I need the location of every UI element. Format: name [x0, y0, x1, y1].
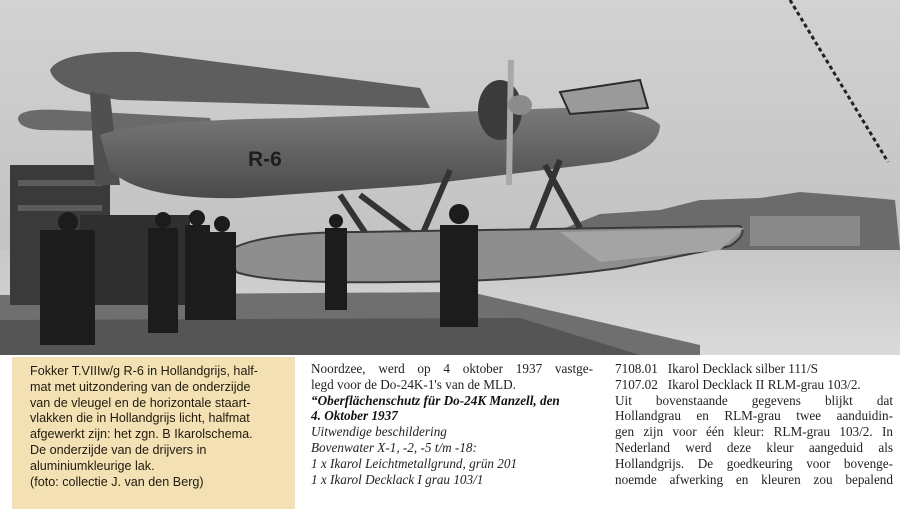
paint-code-line: 7107.02 Ikarol Decklack II RLM-grau 103/2.: [615, 376, 861, 392]
paint-code-line: 7108.01 Ikarol Decklack silber 111/S: [615, 361, 819, 376]
caption-line: van de vleugel en de horizontale staart-: [30, 395, 251, 410]
registration-marking: R-6: [248, 148, 282, 171]
caption-line: mat met uitzondering van de onderzijde: [30, 379, 251, 394]
caption-credit: (foto: collectie J. van den Berg): [30, 474, 204, 489]
caption-line: afgewerkt zijn: het zgn. B Ikarolschema.: [30, 427, 253, 442]
list-line: 1 x Ikarol Decklack I grau 103/1: [311, 471, 484, 487]
list-line: Bovenwater X-1, -2, -5 t/m -18:: [311, 439, 477, 455]
caption-line: De onderzijde van de drijvers in: [30, 442, 207, 457]
article-column-middle: [311, 361, 593, 487]
article-column-right: [615, 361, 893, 487]
section-heading-line: “Oberflächenschutz für Do-24K Manzell, den: [311, 392, 560, 408]
list-line: 1 x Ikarol Leichtmetallgrund, grün 201: [311, 455, 518, 471]
caption-line: vlakken die in Hollandgrijs licht, halfmat: [30, 411, 250, 426]
body-line: gen zijn voor één kleur: RLM-grau 103/2. In: [615, 424, 893, 440]
body-line: Hollandgrau en RLM-grau twee aanduidin-: [615, 408, 893, 424]
caption-line: Fokker T.VIIIw/g R-6 in Hollandgrijs, half-: [30, 364, 258, 378]
body-line: legd voor de Do-24K-1's van de MLD.: [311, 376, 516, 392]
photo-caption: [12, 357, 295, 509]
body-line: Nederland werd deze kleur aangeduid als: [615, 439, 893, 455]
sub-heading: Uitwendige beschildering: [311, 424, 447, 440]
caption-line: aluminiumkleurige lak.: [30, 458, 155, 473]
body-line: noemde afwerking en kleuren zou bepalend: [615, 471, 893, 487]
body-line: Noordzee, werd op 4 oktober 1937 vastge-: [311, 361, 593, 376]
body-line: Hollandgrijs. De goedkeuring voor bovenge-: [615, 455, 893, 471]
section-heading-line: 4. Oktober 1937: [311, 408, 398, 424]
body-line: Uit bovenstaande gegevens blijkt dat: [615, 392, 893, 408]
